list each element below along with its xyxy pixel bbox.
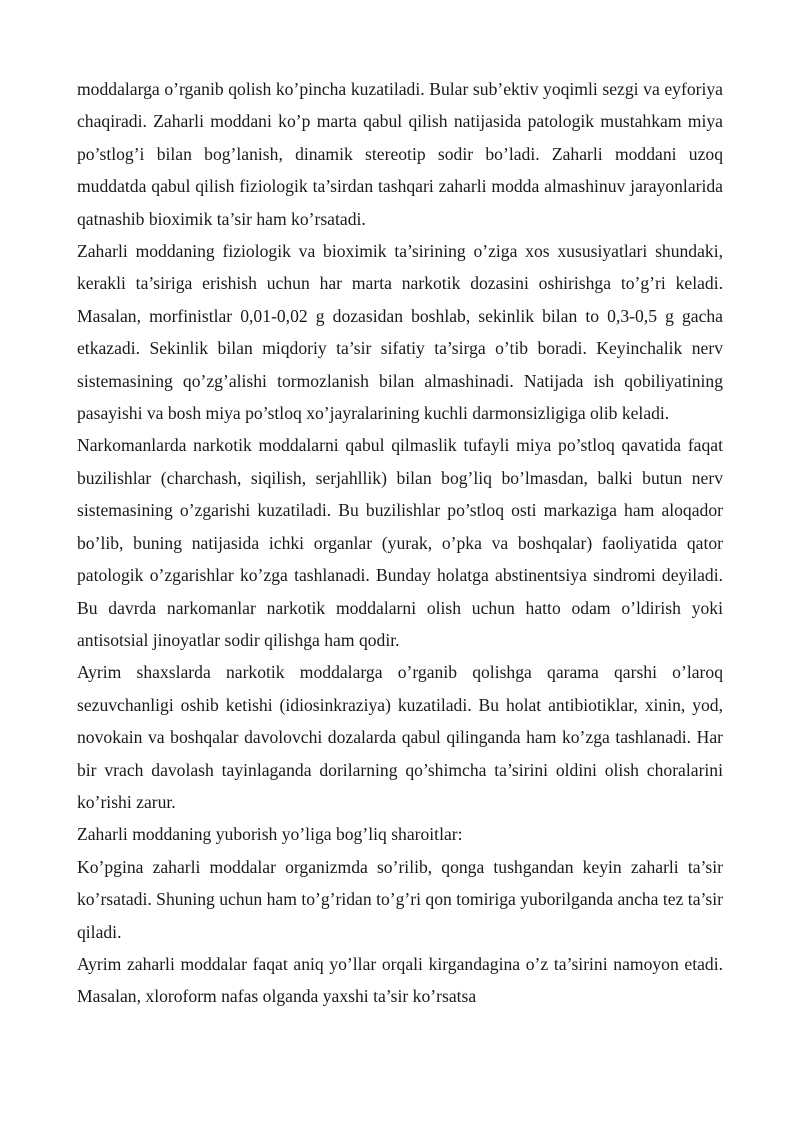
paragraph-5: Zaharli moddaning yuborish yo’liga bog’liq sharoitlar:: [77, 824, 463, 845]
paragraph-3: Narkomanlarda narkotik moddalarni qabul qilmaslik tufayli miya po’stloq qavatida faqat buzilishlar (charchash, siqilish, serjahllik) bilan bog’liq bo’lmasdan, balki butun nerv sistemasining o’zgarishi kuzatiladi. Bu buzilishlar po’stloq osti markaziga ham aloqador bo’lib, buning natijasida ichki organlar (yurak, o’pka va boshqalar) faoliyatida qator patologik o’zgarishlar ko’zga tashlanadi. Bunday holatga abstinentsiya sindromi deyiladi. Bu davrda narkomanlar narkotik moddalarni olish uchun hatto odam o’ldirish yoki antisotsial jinoyatlar sodir qilishga ham qodir.: [77, 435, 723, 650]
paragraph-6: Ko’pgina zaharli moddalar organizmda so’rilib, qonga tushgandan keyin zaharli ta’sir ko’rsatadi. Shuning uchun ham to’g’ridan to’g’ri qon tomiriga yuborilganda ancha tez ta’sir qiladi.: [77, 856, 723, 942]
paragraph-4: Ayrim shaxslarda narkotik moddalarga o’rganib qolishga qarama qarshi o’laroq sezuvchanligi oshib ketishi (idiosinkraziya) kuzatiladi. Bu holat antibiotiklar, xinin, yod, novokain va boshqalar davolovchi dozalarda qabul qilinganda ham ko’zga tashlanadi. Har bir vrach davolash tayinlaganda dorilarning qo’shimcha ta’sirini oldini olish choralarini ko’rishi zarur.: [77, 662, 723, 812]
paragraph-2: Zaharli moddaning fiziologik va bioximik ta’sirining o’ziga xos xususiyatlari shundaki, kerakli ta’siriga erishish uchun har marta narkotik dozasini oshirishga to’g’ri keladi. Masalan, morfinistlar 0,01-0,02 g dozasidan boshlab, sekinlik bilan to 0,3-0,5 g gacha etkazadi. Sekinlik bilan miqdoriy ta’sir sifatiy ta’sirga o’tib boradi. Keyinchalik nerv sistemasining qo’zg’alishi tormozlanish bilan almashinadi. Natijada ish qobiliyatining pasayishi va bosh miya po’stloq xo’jayralarining kuchli darmonsizligiga olib keladi.: [77, 241, 723, 424]
paragraph-7: Ayrim zaharli moddalar faqat aniq yo’llar orqali kirgandagina o’z ta’sirini namoyon etadi. Masalan, xloroform nafas olganda yaxshi ta’sir ko’rsatsa: [77, 953, 723, 1007]
document-page: [77, 73, 723, 1013]
paragraph-1: moddalarga o’rganib qolish ko’pincha kuzatiladi. Bular sub’ektiv yoqimli sezgi va eyforiya chaqiradi. Zaharli moddani ko’p marta qabul qilish natijasida patologik mustahkam miya po’stlog’i bilan bog’lanish, dinamik stereotip sodir bo’ladi. Zaharli moddani uzoq muddatda qabul qilish fiziologik ta’sirdan tashqari zaharli modda almashinuv jarayonlarida qatnashib bioximik ta’sir ham ko’rsatadi.: [77, 79, 723, 229]
